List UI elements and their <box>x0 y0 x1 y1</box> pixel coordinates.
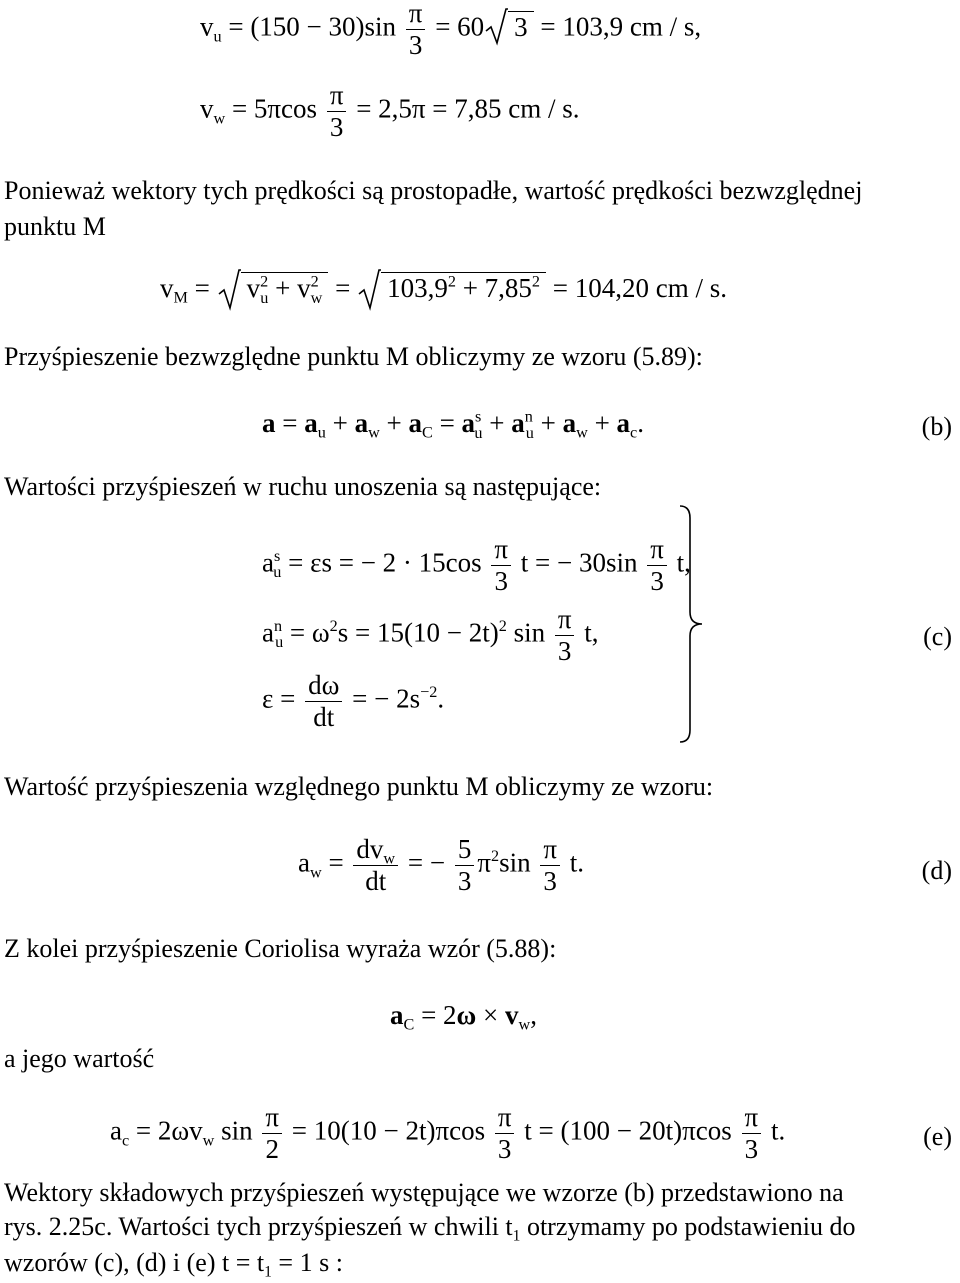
equation-d: $a_w$ = $\frac{dv_w}{dt}$ = − $\frac{5}{3}$ $\pi^2\sin$ $\frac{\pi}{3}$ t. <box>298 834 584 896</box>
paragraph-7-line-2: rys. 2.25c. Wartości tych przyśpieszeń w chwili $t_1$ otrzymamy po podstawieniu do <box>4 1212 856 1245</box>
equation-e: $a_c = 2\omega v_w$ sin $\frac{\pi}{2}$ = 10(10 − 2t)πcos $\frac{\pi}{3}$ t = (100 − 20t)πcos $\frac{\pi}{3}$ t. <box>110 1102 786 1164</box>
paragraph-7-line-1: Wektory składowych przyśpieszeń występujące we wzorze (b) przedstawiono na <box>4 1178 844 1207</box>
paragraph-3: Wartości przyśpieszeń w ruchu unoszenia są następujące: <box>4 472 602 501</box>
equation-vw: $v_w = 5\pi\cos$ $\frac{\pi}{3}$ = 2,5π = 7,85 cm / s. <box>200 80 580 142</box>
equation-c-line-1: $a^s_u = \varepsilon s$ = − 2 · 15cos $\frac{\pi}{3}$ t = − 30sin $\frac{\pi}{3}$ t, <box>262 534 691 596</box>
tag-e: (e) <box>923 1122 952 1151</box>
right-brace <box>678 504 708 744</box>
paragraph-7-line-3: wzorów (c), (d) i (e) $t = t_1 = 1$ s : <box>4 1248 343 1281</box>
tag-c: (c) <box>923 622 952 651</box>
sqrt-vu-vw: $v^2_u + v^2_w$ <box>217 272 329 302</box>
paragraph-1-line-1: Ponieważ wektory tych prędkości są prostopadłe, wartość prędkości bezwzględnej <box>4 176 863 205</box>
equation-c-line-3: ε = $\frac{d\omega}{dt}$ = − $2s^{-2}$. <box>262 670 445 732</box>
equation-vu: $v_u = (150 - 30)\sin$ $\frac{\pi}{3}$ = 60 3 = 103,9 cm / s, <box>200 0 702 60</box>
paragraph-4: Wartość przyśpieszenia względnego punktu M obliczymy ze wzoru: <box>4 772 714 801</box>
paragraph-6: a jego wartość <box>4 1044 155 1073</box>
equation-coriolis: $a_C = 2\omega \times v_w$, <box>390 1000 537 1034</box>
sqrt-3: 3 <box>484 11 534 41</box>
sqrt-numbers: $103,9^2 + 7,85^2$ <box>357 272 546 302</box>
paragraph-1-line-2: punktu M <box>4 212 106 241</box>
equation-c-line-2: $a^n_u = \omega^2s = 15(10 - 2t)^2$ sin $\frac{\pi}{3}$ t, <box>262 604 599 666</box>
paragraph-2: Przyśpieszenie bezwzględne punktu M obliczymy ze wzoru (5.89): <box>4 342 703 371</box>
equation-b: $a = a_u + a_w + a_C = a^s_u + a^n_u + a_w + a_c$. <box>262 407 644 442</box>
paragraph-5: Z kolei przyśpieszenie Coriolisa wyraża wzór (5.88): <box>4 934 557 963</box>
tag-d: (d) <box>921 856 952 885</box>
equation-vm: $v_M$ = $v^2_u + v^2_w$ = $103,9^2 + 7,85^2 = 104,20$ cm / s. <box>160 272 727 302</box>
tag-b: (b) <box>921 412 952 441</box>
